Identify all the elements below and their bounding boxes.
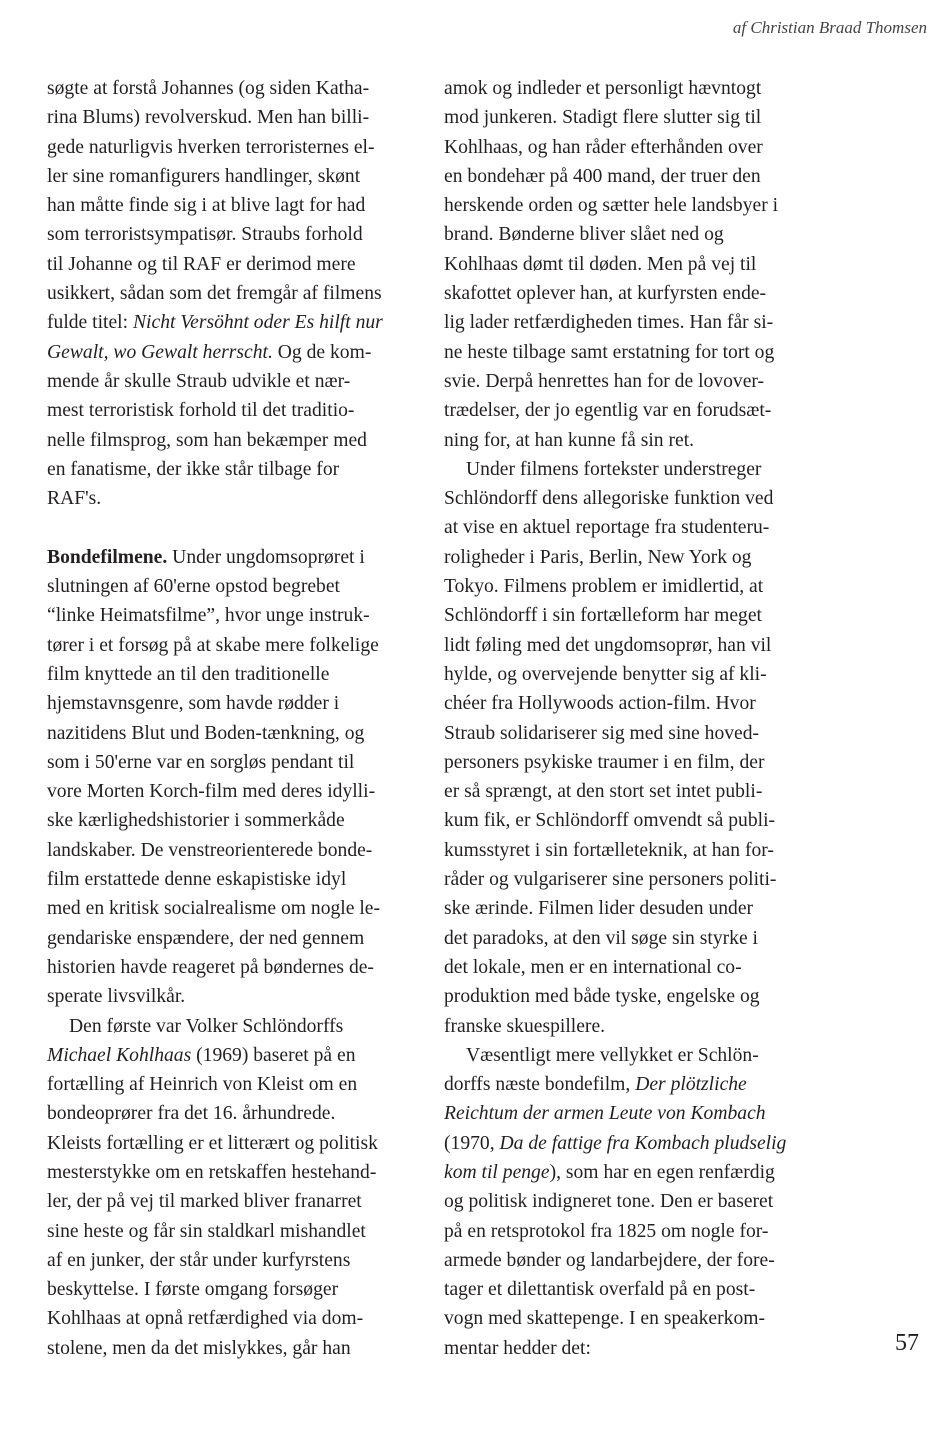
text-line: bondeoprører fra det 16. århundrede. (47, 1103, 336, 1125)
page-number: 57 (895, 1330, 919, 1356)
text-line: armede bønder og landarbejdere, der fore- (444, 1249, 775, 1271)
text-run: Og de kom- (272, 341, 372, 363)
text-line: landskaber. De venstreorienterede bonde- (47, 839, 373, 861)
text-line: at vise en aktuel reportage fra studenteru- (444, 517, 770, 539)
text-line: nelle filmsprog, som han bekæmper med (47, 429, 367, 451)
text-line: Schlöndorff dens allegoriske funktion ved (444, 488, 774, 510)
text-line: chéer fra Hollywoods action-film. Hvor (444, 693, 756, 715)
text-line: usikkert, sådan som det fremgår af filmens (47, 283, 382, 305)
text-line: kumsstyret i sin fortælleteknik, at han for- (444, 839, 774, 861)
text-line: “linke Heimatsfilme”, hvor unge instruk- (47, 605, 370, 627)
text-line (444, 1129, 824, 1158)
text-line: på en retsprotokol fra 1825 om nogle for- (444, 1220, 769, 1242)
section-heading: Bondefilmene. (47, 546, 168, 568)
text-line: ler sine romanfigurers handlinger, skønt (47, 165, 361, 187)
text-line: Tokyo. Filmens problem er imidlertid, at (444, 576, 764, 598)
text-line: det lokale, men er en international co- (444, 956, 742, 978)
paragraph-gap (47, 513, 427, 542)
text-line: kum fik, er Schlöndorff omvendt så publi- (444, 810, 776, 832)
text-line (47, 338, 427, 367)
text-line: mende år skulle Straub udvikle et nær- (47, 370, 351, 392)
text-line: slutningen af 60'erne opstod begrebet (47, 576, 340, 598)
text-line: mesterstykke om en retskaffen hestehand- (47, 1161, 377, 1183)
text-line: søgte at forstå Johannes (og siden Katha- (47, 78, 370, 99)
text-line: mest terroristisk forhold til det traditio- (47, 400, 355, 422)
text-line: med en kritisk socialrealisme om nogle le- (47, 898, 380, 920)
text-line: råder og vulgariserer sine personers politi- (444, 869, 777, 891)
text-line: Under filmens fortekster understreger (466, 458, 762, 480)
film-title: kom til penge (444, 1161, 550, 1183)
text-line: film knyttede an til den traditionelle (47, 663, 330, 685)
text-line: ning for, at han kunne få sin ret. (444, 429, 695, 451)
text-line (47, 1041, 427, 1070)
text-line: og politisk indigneret tone. Den er baseret (444, 1191, 774, 1213)
text-line: Straub solidariserer sig med sine hoved- (444, 722, 760, 744)
text-line: vore Morten Korch-film med deres idylli- (47, 781, 376, 803)
text-line: en bondehær på 400 mand, der truer den (444, 165, 761, 187)
text-line: beskyttelse. I første omgang forsøger (47, 1279, 339, 1301)
film-title: Nicht Versöhnt oder Es hilft nur (132, 312, 383, 334)
text-line: amok og indleder et personligt hævntogt (444, 78, 762, 99)
film-title: Reichtum der armen Leute von Kombach (444, 1103, 766, 1125)
text-line: film erstattede denne eskapistiske idyl (47, 869, 347, 891)
text-run: fulde titel: (47, 312, 133, 334)
running-header: af Christian Braad Thomsen (732, 18, 927, 37)
text-line: Kleists fortælling er et litterært og politisk (47, 1132, 378, 1154)
text-run: ), som har en egen renfærdig (549, 1161, 775, 1183)
text-line: Kohlhaas at opnå retfærdighed via dom- (47, 1308, 364, 1330)
film-title: Der plötzliche (635, 1074, 747, 1096)
text-line: sperate livsvilkår. (47, 986, 186, 1008)
film-title: Da de fattige fra Kombach pludselig (499, 1132, 787, 1154)
text-line: skafottet oplever han, at kurfyrsten ende- (444, 283, 767, 305)
text-line: Schlöndorff i sin fortælleform har meget (444, 605, 762, 627)
text-line: franske skuespillere. (444, 1015, 606, 1037)
text-run: dorffs næste bondefilm, (444, 1074, 636, 1096)
text-line (444, 1070, 824, 1099)
text-line: trædelser, der jo egentlig var en forudsæt- (444, 400, 772, 422)
text-line: det paradoks, at den vil søge sin styrke i (444, 927, 758, 949)
text-line: tører i et forsøg på at skabe mere folkelige (47, 634, 379, 656)
text-line: mod junkeren. Stadigt flere slutter sig til (444, 107, 762, 129)
text-line: af en junker, der står under kurfyrstens (47, 1249, 351, 1271)
text-line: vogn med skattepenge. I en speakerkom- (444, 1308, 766, 1330)
text-line: brand. Bønderne bliver slået ned og (444, 224, 724, 246)
text-run: (1970, (444, 1132, 500, 1154)
text-line: Kohlhaas dømt til døden. Men på vej til (444, 253, 757, 275)
text-line (47, 308, 427, 337)
text-line: RAF's. (47, 488, 102, 510)
text-line: som terroristsympatisør. Straubs forhold (47, 224, 363, 246)
text-line: Den første var Volker Schlöndorffs (69, 1015, 344, 1037)
text-line: historien havde reageret på bøndernes de- (47, 956, 374, 978)
text-line: nazitidens Blut und Boden-tænkning, og (47, 722, 365, 744)
text-line: svie. Derpå henrettes han for de lovover- (444, 370, 765, 392)
text-line (47, 543, 427, 572)
right-column (444, 74, 824, 1363)
text-line: ske kærlighedshistorier i sommerkåde (47, 810, 345, 832)
film-title: Michael Kohlhaas (47, 1044, 192, 1066)
text-line: mentar hedder det: (444, 1337, 591, 1359)
text-line (444, 1158, 824, 1187)
text-line: som i 50'erne var en sorgløs pendant til (47, 751, 355, 773)
text-line: en fanatisme, der ikke står tilbage for (47, 458, 340, 480)
text-line: ne heste tilbage samt erstatning for tort og (444, 341, 775, 363)
text-line: stolene, men da det mislykkes, går han (47, 1337, 351, 1359)
text-line: produktion med både tyske, engelske og (444, 986, 760, 1008)
text-line: hylde, og overvejende benytter sig af kli- (444, 663, 767, 685)
text-line: personers psykiske traumer i en film, der (444, 751, 765, 773)
text-line: han måtte finde sig i at blive lagt for had (47, 195, 366, 217)
text-line: rina Blums) revolverskud. Men han billi- (47, 107, 370, 129)
left-column (47, 74, 427, 1363)
text-line: lidt føling med det ungdomsoprør, han vil (444, 634, 772, 656)
text-line: er så sprængt, at den stort set intet publi- (444, 781, 763, 803)
text-line: gendariske enspændere, der ned gennem (47, 927, 365, 949)
text-line: Væsentligt mere vellykket er Schlön- (466, 1044, 759, 1066)
text-line: hjemstavnsgenre, som havde rødder i (47, 693, 340, 715)
text-run: (1969) baseret på en (191, 1044, 356, 1066)
text-line: lig lader retfærdigheden times. Han får si- (444, 312, 774, 334)
text-line: gede naturligvis hverken terroristernes el- (47, 136, 375, 158)
text-line: herskende orden og sætter hele landsbyer i (444, 195, 779, 217)
text-line: roligheder i Paris, Berlin, New York og (444, 546, 752, 568)
text-line: Kohlhaas, og han råder efterhånden over (444, 136, 763, 158)
text-line: ler, der på vej til marked bliver franarret (47, 1191, 362, 1213)
text-line: sine heste og får sin staldkarl mishandlet (47, 1220, 366, 1242)
text-run: Under ungdomsoprøret i (167, 546, 365, 568)
text-line: ske ærinde. Filmen lider desuden under (444, 898, 754, 920)
film-title: Gewalt, wo Gewalt herrscht. (47, 341, 273, 363)
text-line: tager et dilettantisk overfald på en post- (444, 1279, 756, 1301)
text-line: fortælling af Heinrich von Kleist om en (47, 1074, 358, 1096)
text-line: til Johanne og til RAF er derimod mere (47, 253, 356, 275)
